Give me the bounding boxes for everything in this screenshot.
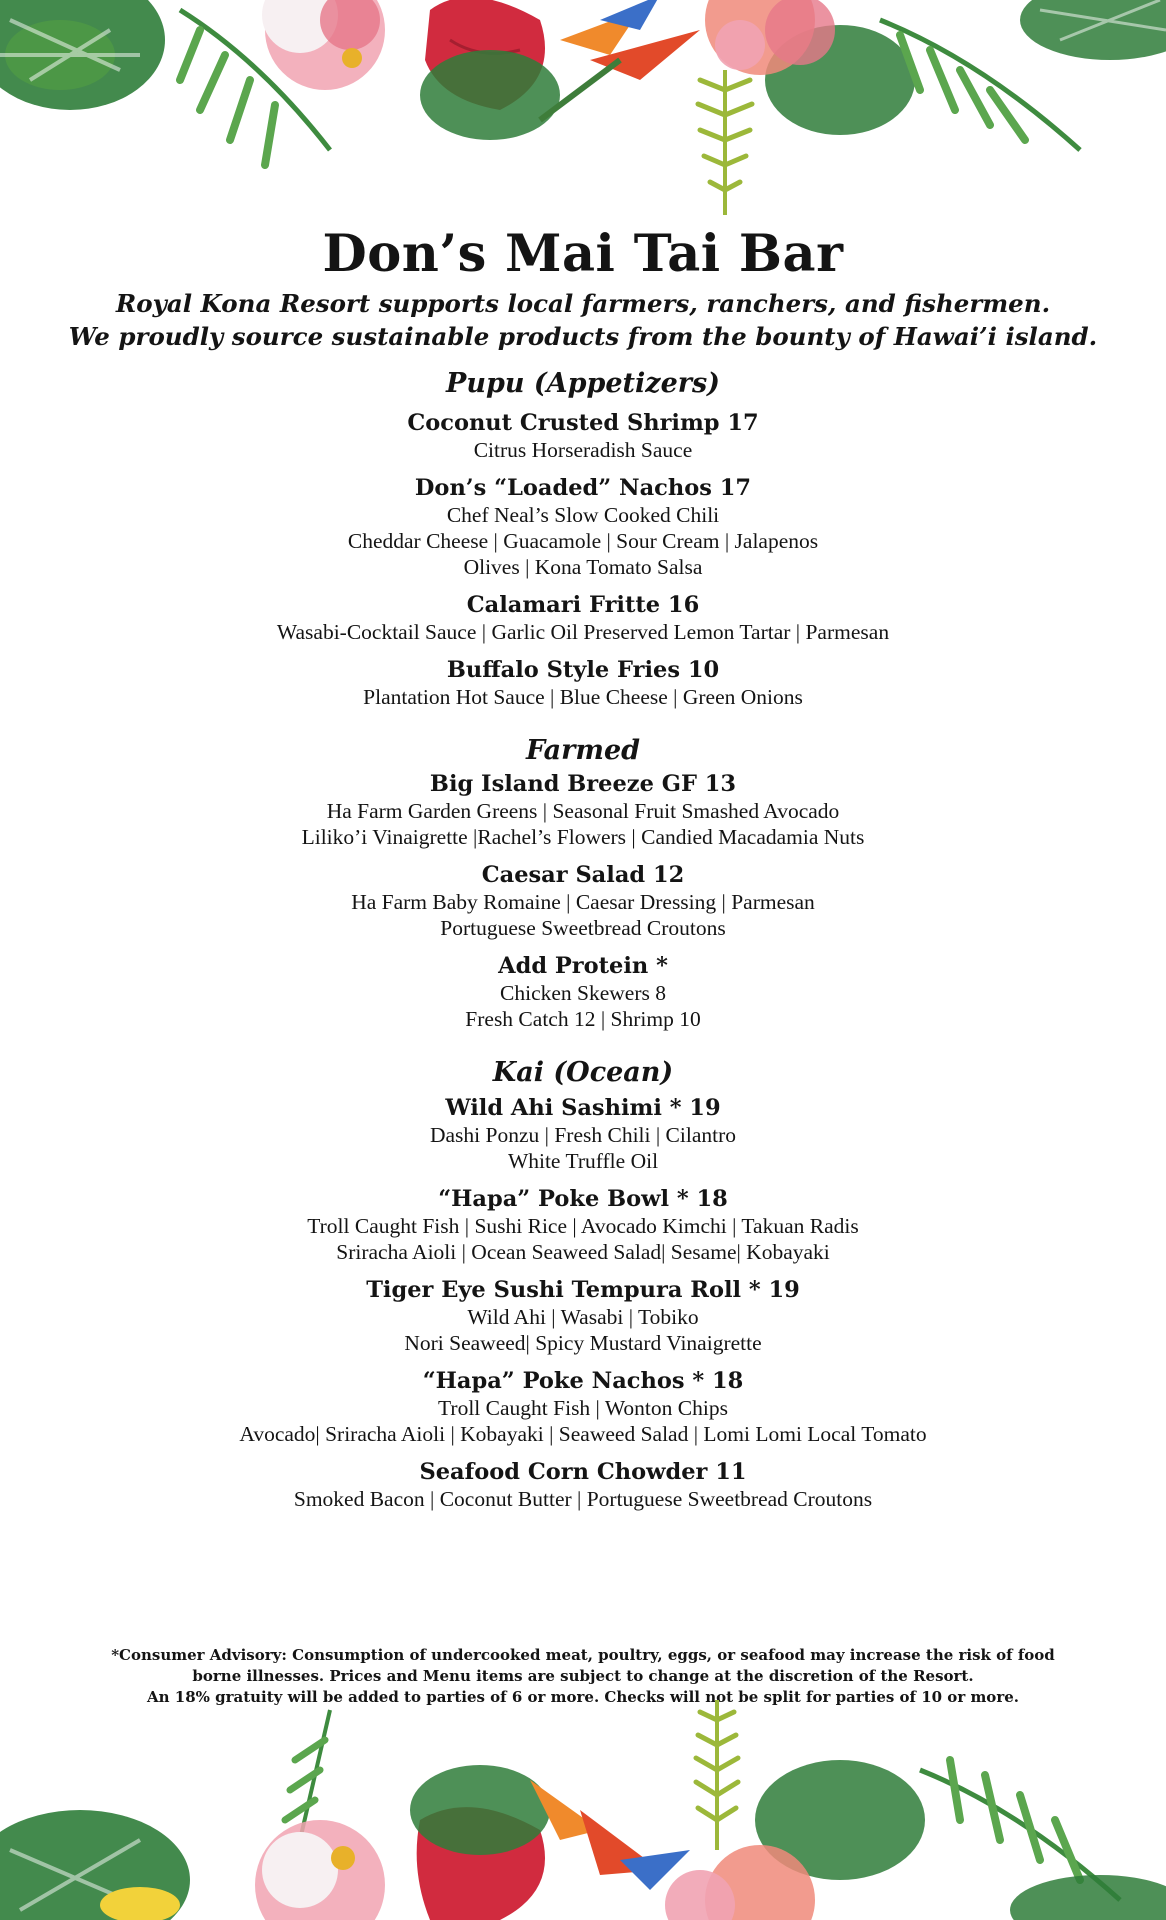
item-name: Don’s “Loaded” Nachos 17 bbox=[414, 475, 752, 501]
tropical-flowers-illustration bbox=[0, 1700, 1166, 1920]
section-title: Kai (Ocean) bbox=[492, 1057, 674, 1088]
page-title: Don’s Mai Tai Bar bbox=[322, 224, 844, 284]
section-farmed bbox=[0, 732, 1166, 1032]
item-name: Coconut Crusted Shrimp 17 bbox=[407, 410, 759, 436]
item-description: Troll Caught Fish | Wonton Chips bbox=[438, 1396, 728, 1420]
item-description: Ha Farm Garden Greens | Seasonal Fruit Smashed Avocado bbox=[326, 799, 840, 823]
menu-item bbox=[0, 474, 1166, 580]
item-description: Troll Caught Fish | Sushi Rice | Avocado Kimchi | Takuan Radis bbox=[307, 1214, 859, 1238]
menu-item bbox=[0, 770, 1166, 850]
menu-item bbox=[0, 1276, 1166, 1356]
section-kai bbox=[0, 1054, 1166, 1512]
subtitle-line-2: We proudly source sustainable products from the bounty of Hawai’i island. bbox=[68, 322, 1098, 351]
item-description: Wild Ahi | Wasabi | Tobiko bbox=[467, 1305, 699, 1329]
item-description: Dashi Ponzu | Fresh Chili | Cilantro bbox=[429, 1123, 737, 1147]
item-name: “Hapa” Poke Nachos * 18 bbox=[422, 1368, 744, 1394]
item-name: Seafood Corn Chowder 11 bbox=[419, 1459, 747, 1485]
bird-of-paradise-icon bbox=[530, 1780, 690, 1890]
item-name: Wild Ahi Sashimi * 19 bbox=[445, 1095, 721, 1121]
menu-item bbox=[0, 1367, 1166, 1447]
item-description: Citrus Horseradish Sauce bbox=[473, 438, 693, 462]
menu-item bbox=[0, 1094, 1166, 1174]
menu-item bbox=[0, 409, 1166, 463]
advisory-line: An 18% gratuity will be added to parties of 6 or more. Checks will not be split for parties of 10 or more. bbox=[147, 1688, 1019, 1706]
tropical-flowers-illustration bbox=[0, 0, 1166, 220]
menu-item bbox=[0, 1185, 1166, 1265]
menu-item bbox=[0, 1458, 1166, 1512]
menu-item bbox=[0, 656, 1166, 710]
item-description: Chicken Skewers 8 bbox=[500, 981, 666, 1005]
section-title: Farmed bbox=[525, 735, 641, 766]
item-description: Olives | Kona Tomato Salsa bbox=[463, 555, 703, 579]
item-description: Cheddar Cheese | Guacamole | Sour Cream | Jalapenos bbox=[347, 529, 819, 553]
item-description: Sriracha Aioli | Ocean Seaweed Salad| Sesame| Kobayaki bbox=[336, 1240, 830, 1264]
item-name: Big Island Breeze GF 13 bbox=[429, 771, 737, 797]
section-title: Pupu (Appetizers) bbox=[446, 368, 720, 399]
item-name: Tiger Eye Sushi Tempura Roll * 19 bbox=[366, 1277, 800, 1303]
item-description: Plantation Hot Sauce | Blue Cheese | Green Onions bbox=[363, 685, 803, 709]
palm-frond-icon bbox=[920, 1760, 1166, 1920]
item-name: Caesar Salad 12 bbox=[481, 862, 685, 888]
item-description: Avocado| Sriracha Aioli | Kobayaki | Seaweed Salad | Lomi Lomi Local Tomato bbox=[239, 1422, 927, 1446]
subtitle-line-1: Royal Kona Resort supports local farmers, ranchers, and fishermen. bbox=[115, 289, 1051, 318]
item-name: Calamari Fritte 16 bbox=[466, 592, 700, 618]
menu-item bbox=[0, 952, 1166, 1032]
fern-icon bbox=[696, 1700, 738, 1850]
hibiscus-flower-icon bbox=[255, 1820, 385, 1920]
item-description: Nori Seaweed| Spicy Mustard Vinaigrette bbox=[404, 1331, 762, 1355]
item-name: “Hapa” Poke Bowl * 18 bbox=[438, 1186, 728, 1212]
item-description: White Truffle Oil bbox=[507, 1149, 659, 1173]
advisory-line: borne illnesses. Prices and Menu items are subject to change at the discretion of the Resort. bbox=[192, 1667, 974, 1685]
item-description: Ha Farm Baby Romaine | Caesar Dressing | Parmesan bbox=[351, 890, 815, 914]
monstera-leaf-icon bbox=[0, 0, 165, 110]
item-description: Chef Neal’s Slow Cooked Chili bbox=[446, 503, 720, 527]
menu-item bbox=[0, 591, 1166, 645]
hibiscus-flower-icon bbox=[665, 1845, 815, 1920]
hibiscus-flower-icon bbox=[262, 0, 385, 90]
palm-frond-icon bbox=[880, 0, 1166, 150]
menu-item bbox=[0, 861, 1166, 941]
section-pupu bbox=[0, 365, 1166, 710]
bird-of-paradise-icon bbox=[540, 0, 700, 120]
menu-content bbox=[0, 225, 1166, 1523]
item-description: Wasabi-Cocktail Sauce | Garlic Oil Preserved Lemon Tartar | Parmesan bbox=[276, 620, 890, 644]
item-description: Portuguese Sweetbread Croutons bbox=[440, 916, 726, 940]
item-description: Fresh Catch 12 | Shrimp 10 bbox=[465, 1007, 701, 1031]
item-name: Add Protein * bbox=[498, 953, 668, 979]
consumer-advisory bbox=[40, 1645, 1126, 1708]
item-description: Liliko’i Vinaigrette |Rachel’s Flowers | Candied Macadamia Nuts bbox=[301, 825, 865, 849]
item-description: Smoked Bacon | Coconut Butter | Portuguese Sweetbread Croutons bbox=[293, 1487, 873, 1511]
monstera-leaf-icon bbox=[0, 1810, 190, 1920]
bottom-floral-border bbox=[0, 1700, 1166, 1920]
advisory-line: *Consumer Advisory: Consumption of undercooked meat, poultry, eggs, or seafood may increase the risk of food bbox=[111, 1646, 1055, 1664]
fern-icon bbox=[698, 70, 752, 215]
item-name: Buffalo Style Fries 10 bbox=[446, 657, 720, 683]
top-floral-border bbox=[0, 0, 1166, 220]
